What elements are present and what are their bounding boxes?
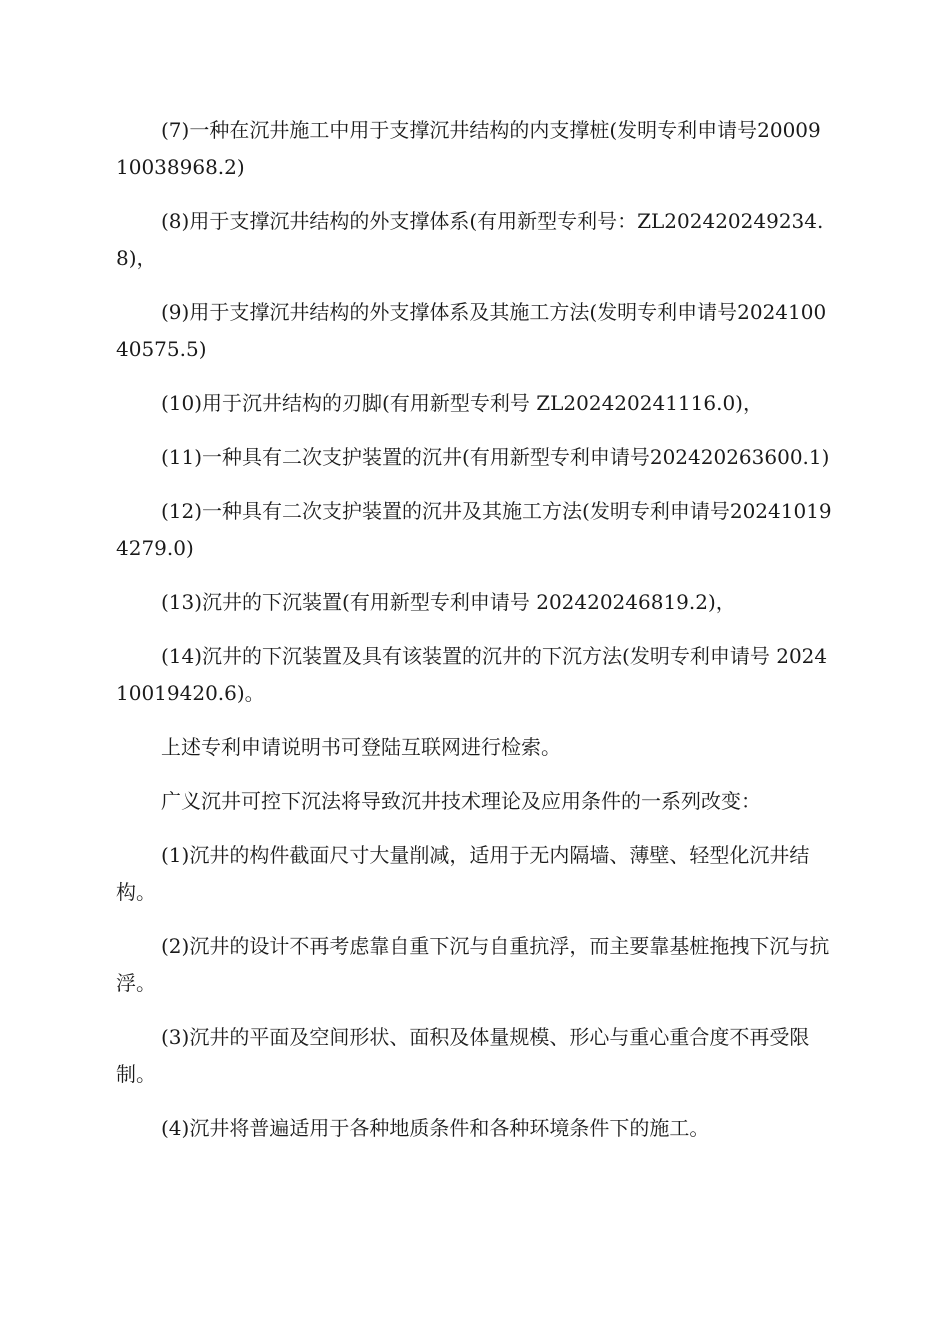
paragraph-patent-9: (9)用于支撑沉井结构的外支撑体系及其施工方法(发明专利申请号202410040575.5): [116, 300, 827, 361]
paragraph-patent-10: (10)用于沉井结构的刃脚(有用新型专利号 ZL202420241116.0)，: [161, 391, 763, 415]
paragraph-patent-11: (11)一种具有二次支护装置的沉井(有用新型专利申请号202420263600.1): [161, 445, 830, 469]
paragraph-patent-14: (14)沉井的下沉装置及具有该装置的沉井的下沉方法(发明专利申请号 202410019420.6)。: [116, 644, 828, 705]
paragraph-change-3: (3)沉井的平面及空间形状、面积及体量规模、形心与重心重合度不再受限制。: [116, 1025, 810, 1086]
paragraph-change-1: (1)沉井的构件截面尺寸大量削减，适用于无内隔墙、薄壁、轻型化沉井结构。: [116, 843, 810, 904]
paragraph-patent-8: (8)用于支撑沉井结构的外支撑体系(有用新型专利号：ZL202420249234.8)，: [116, 209, 824, 270]
paragraph-search-note: 上述专利申请说明书可登陆互联网进行检索。: [161, 735, 561, 759]
document-body: [116, 112, 832, 1164]
paragraph-changes-intro: 广义沉井可控下沉法将导致沉井技术理论及应用条件的一系列改变：: [161, 789, 761, 813]
paragraph-patent-12: (12)一种具有二次支护装置的沉井及其施工方法(发明专利申请号202410194279.0): [116, 499, 832, 560]
paragraph-patent-13: (13)沉井的下沉装置(有用新型专利申请号 202420246819.2)，: [161, 590, 736, 614]
paragraph-patent-7: (7)一种在沉井施工中用于支撑沉井结构的内支撑桩(发明专利申请号2000910038968.2): [116, 118, 821, 179]
paragraph-change-2: (2)沉井的设计不再考虑靠自重下沉与自重抗浮，而主要靠基桩拖拽下沉与抗浮。: [116, 934, 830, 995]
paragraph-change-4: (4)沉井将普遍适用于各种地质条件和各种环境条件下的施工。: [161, 1116, 710, 1140]
